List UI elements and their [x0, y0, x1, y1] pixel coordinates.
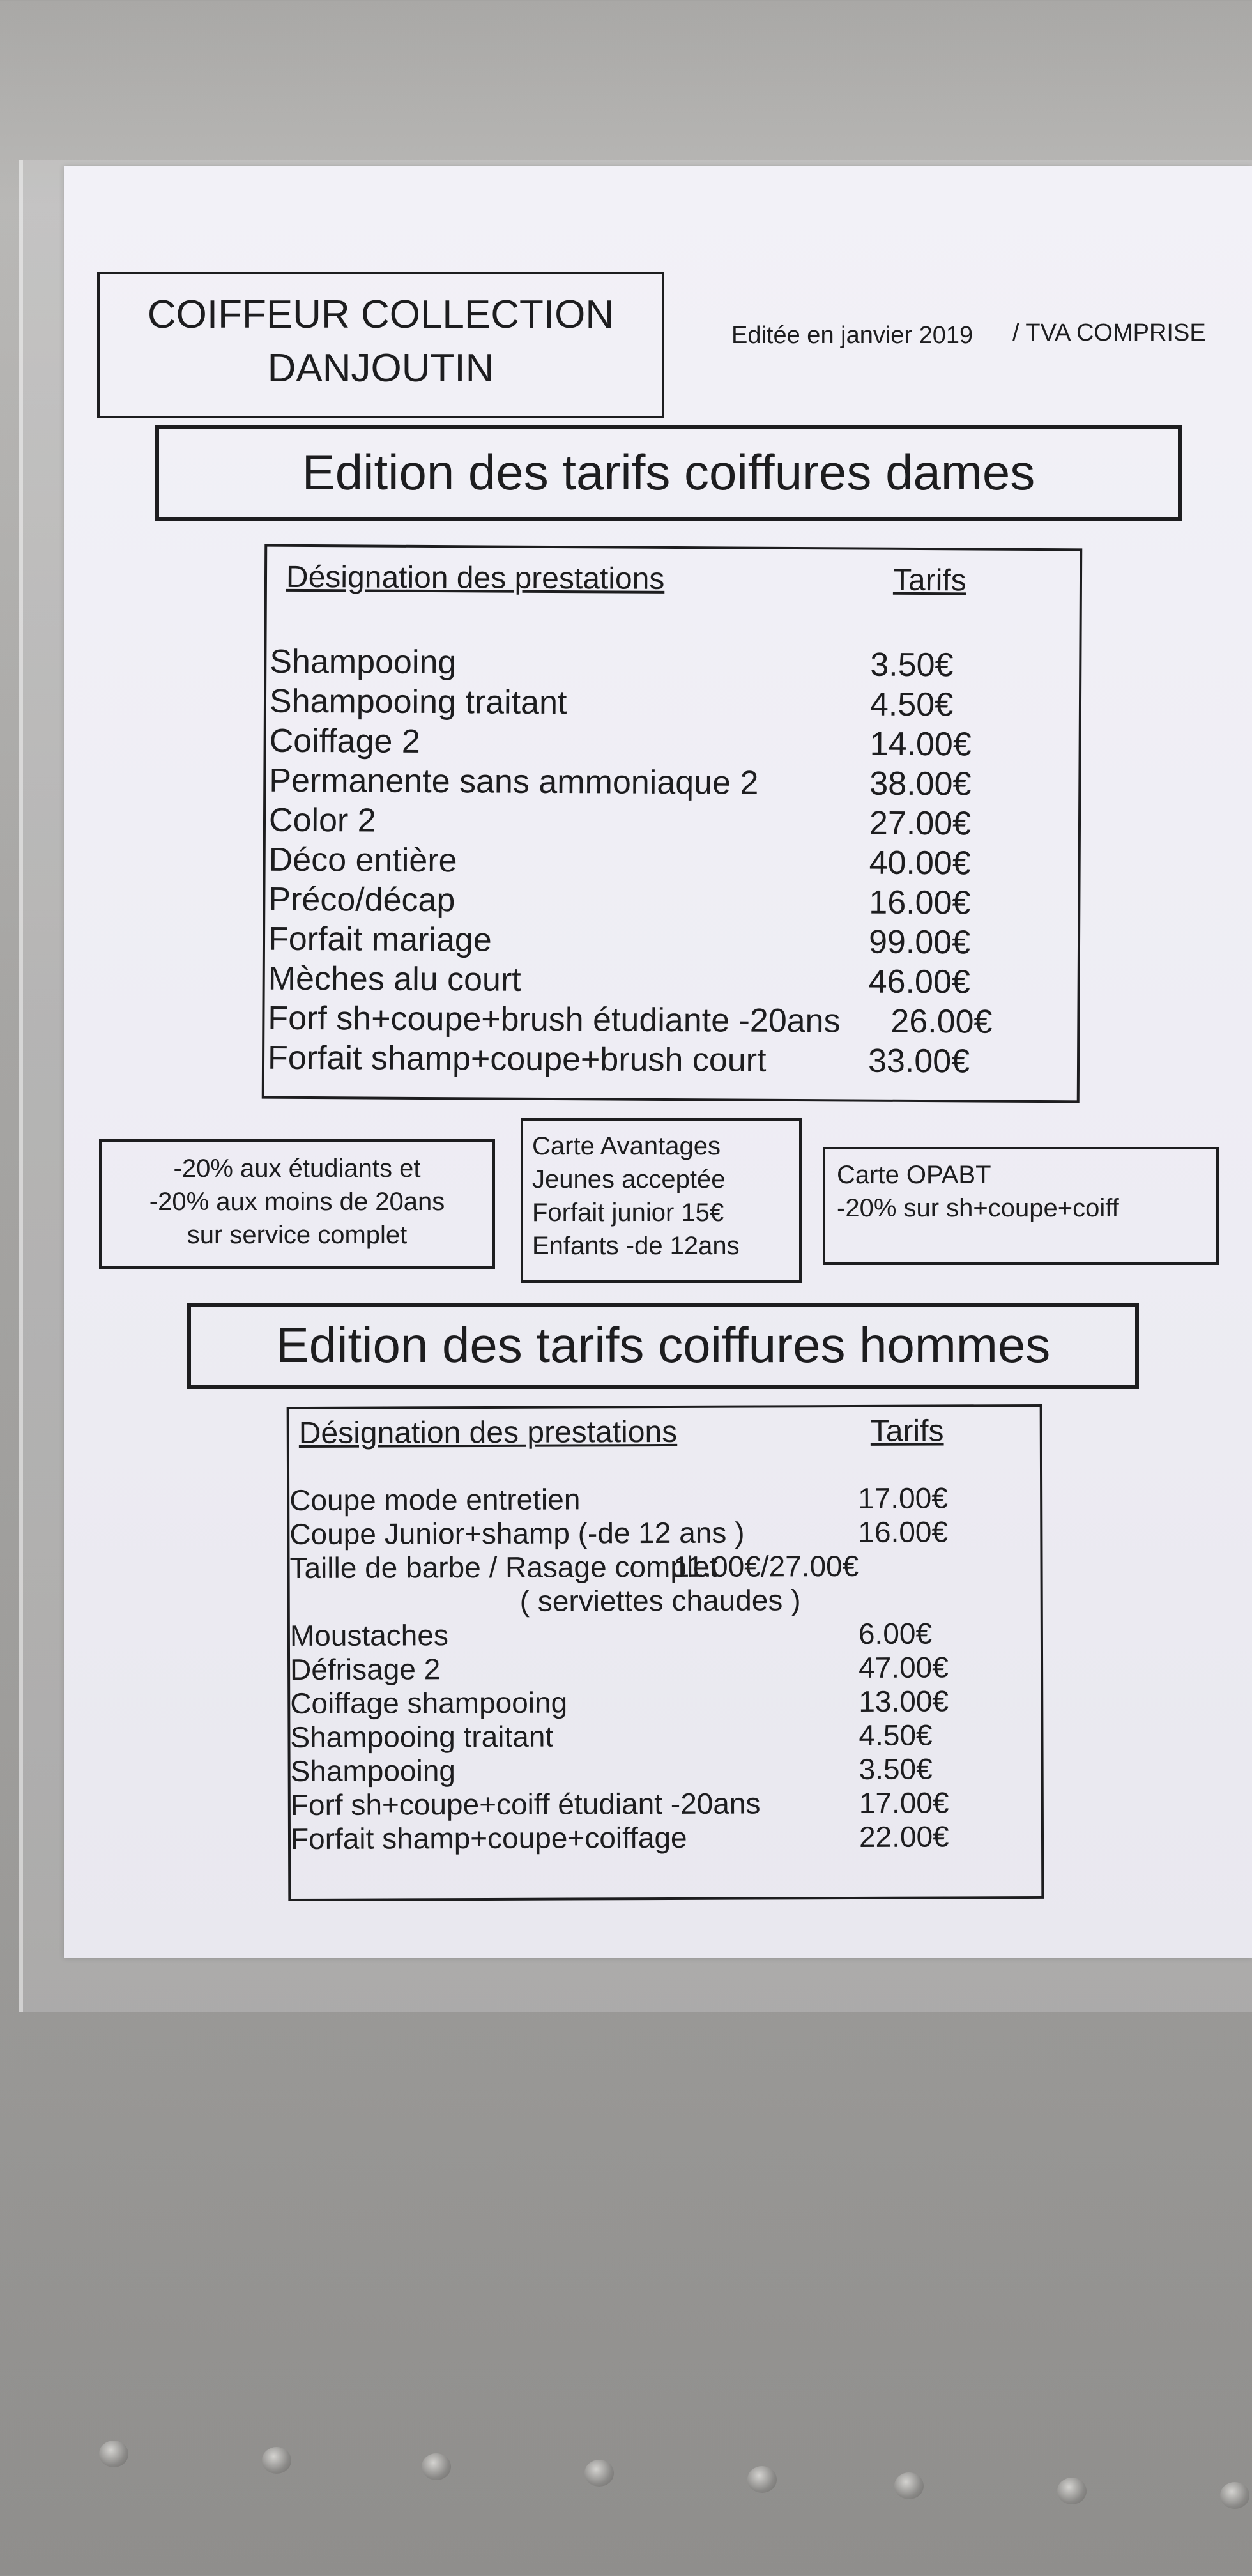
dames-service-label: Coiffage 2 [269, 722, 420, 760]
dames-price-table [262, 544, 1083, 1103]
hommes-service-price: 16.00€ [858, 1515, 949, 1549]
promo-line: Jeunes acceptée [532, 1165, 726, 1193]
dames-title: Edition des tarifs coiffures dames [302, 444, 1035, 500]
wall-bolt [422, 2453, 451, 2480]
hommes-col-price: Tarifs [870, 1414, 944, 1448]
promo-line: -20% aux étudiants et [173, 1154, 421, 1183]
promo-line: sur service complet [187, 1221, 408, 1249]
hommes-service-label: Coiffage shampooing [290, 1685, 568, 1721]
hommes-title: Edition des tarifs coiffures hommes [275, 1317, 1051, 1373]
wall-bolt [894, 2472, 924, 2499]
dames-service-price: 3.50€ [870, 646, 954, 684]
dames-col-service: Désignation des prestations [286, 560, 665, 596]
dames-service-price: 14.00€ [869, 725, 972, 763]
dames-service-label: Shampooing [270, 643, 457, 682]
wall-bolt [747, 2466, 777, 2493]
hommes-service-label: Moustaches [289, 1618, 449, 1653]
promo-line: Carte OPABT [837, 1161, 991, 1189]
hommes-price-table [287, 1404, 1044, 1901]
wall-bolt [262, 2447, 291, 2474]
hommes-service-label: Shampooing traitant [290, 1719, 554, 1754]
hommes-service-price: 13.00€ [859, 1684, 949, 1718]
dames-service-label: Préco/décap [268, 880, 455, 919]
dames-service-price: 33.00€ [867, 1042, 970, 1080]
dames-service-label: Déco entière [268, 841, 457, 880]
hommes-title-banner [187, 1303, 1139, 1389]
hommes-service-label: Forf sh+coupe+coiff étudiant -20ans [290, 1786, 761, 1822]
dames-service-label: Mèches alu court [268, 960, 521, 999]
hommes-service-price: 3.50€ [859, 1752, 933, 1786]
hommes-service-label: Coupe Junior+shamp (-de 12 ans ) [289, 1515, 745, 1551]
dames-service-label: Forfait shamp+coupe+brush court [267, 1039, 767, 1079]
hommes-service-label: Shampooing [290, 1754, 456, 1788]
tva-note: / TVA COMPRISE [1012, 319, 1206, 346]
dames-service-price: 27.00€ [869, 804, 972, 843]
hommes-col-service: Désignation des prestations [298, 1414, 678, 1451]
edition-date: Editée en janvier 2019 [731, 322, 973, 349]
dames-service-label: Forf sh+coupe+brush étudiante -20ans [268, 999, 841, 1040]
promo-line: -20% sur sh+coupe+coiff [837, 1194, 1119, 1222]
shop-name-line1: COIFFEUR COLLECTION [147, 293, 615, 337]
hommes-service-price: 17.00€ [858, 1481, 948, 1515]
promo-line: Enfants -de 12ans [532, 1232, 740, 1260]
hommes-service-label: Coupe mode entretien [289, 1482, 581, 1517]
hommes-service-label: Défrisage 2 [289, 1652, 441, 1687]
dames-service-label: Shampooing traitant [269, 682, 567, 722]
hommes-service-price: 11.00€/27.00€ [673, 1549, 859, 1583]
dames-col-price: Tarifs [892, 563, 966, 598]
dames-service-label: Permanente sans ammoniaque 2 [269, 762, 759, 802]
hommes-service-price: 47.00€ [858, 1650, 949, 1684]
wall-bolt [1057, 2478, 1087, 2504]
carte-opabt-box [823, 1147, 1219, 1265]
dames-service-price: 16.00€ [869, 884, 971, 922]
promo-line: Forfait junior 15€ [532, 1199, 724, 1227]
hommes-service-price: 4.50€ [859, 1718, 933, 1752]
hommes-service-price: 17.00€ [859, 1786, 949, 1820]
wall-bolt [1220, 2482, 1249, 2509]
hommes-service-label: Forfait shamp+coupe+coiffage [290, 1820, 687, 1856]
wall-bolt [584, 2460, 614, 2487]
dames-service-label: Forfait mariage [268, 920, 492, 959]
hommes-service-price: 22.00€ [859, 1820, 949, 1853]
promo-line: -20% aux moins de 20ans [149, 1188, 445, 1216]
wall-bolt [99, 2441, 128, 2467]
dames-title-banner [155, 425, 1182, 521]
dames-service-label: Color 2 [268, 801, 376, 839]
dames-service-price: 38.00€ [869, 765, 972, 803]
carte-avantages-box [521, 1118, 802, 1283]
hommes-service-label: ( serviettes chaudes ) [519, 1583, 801, 1618]
shop-name-line2: DANJOUTIN [267, 346, 494, 390]
dames-service-price: 99.00€ [868, 923, 971, 962]
student-discount-box [99, 1139, 495, 1269]
dames-service-price: 46.00€ [868, 963, 970, 1001]
hommes-service-label: Taille de barbe / Rasage complet [289, 1549, 718, 1585]
shop-name-box [97, 272, 664, 418]
hommes-service-price: 6.00€ [858, 1616, 933, 1650]
dames-service-price: 4.50€ [869, 686, 954, 724]
promo-line: Carte Avantages [532, 1132, 721, 1160]
dames-service-price: 40.00€ [869, 844, 971, 882]
dames-service-price: 26.00€ [890, 1002, 993, 1041]
